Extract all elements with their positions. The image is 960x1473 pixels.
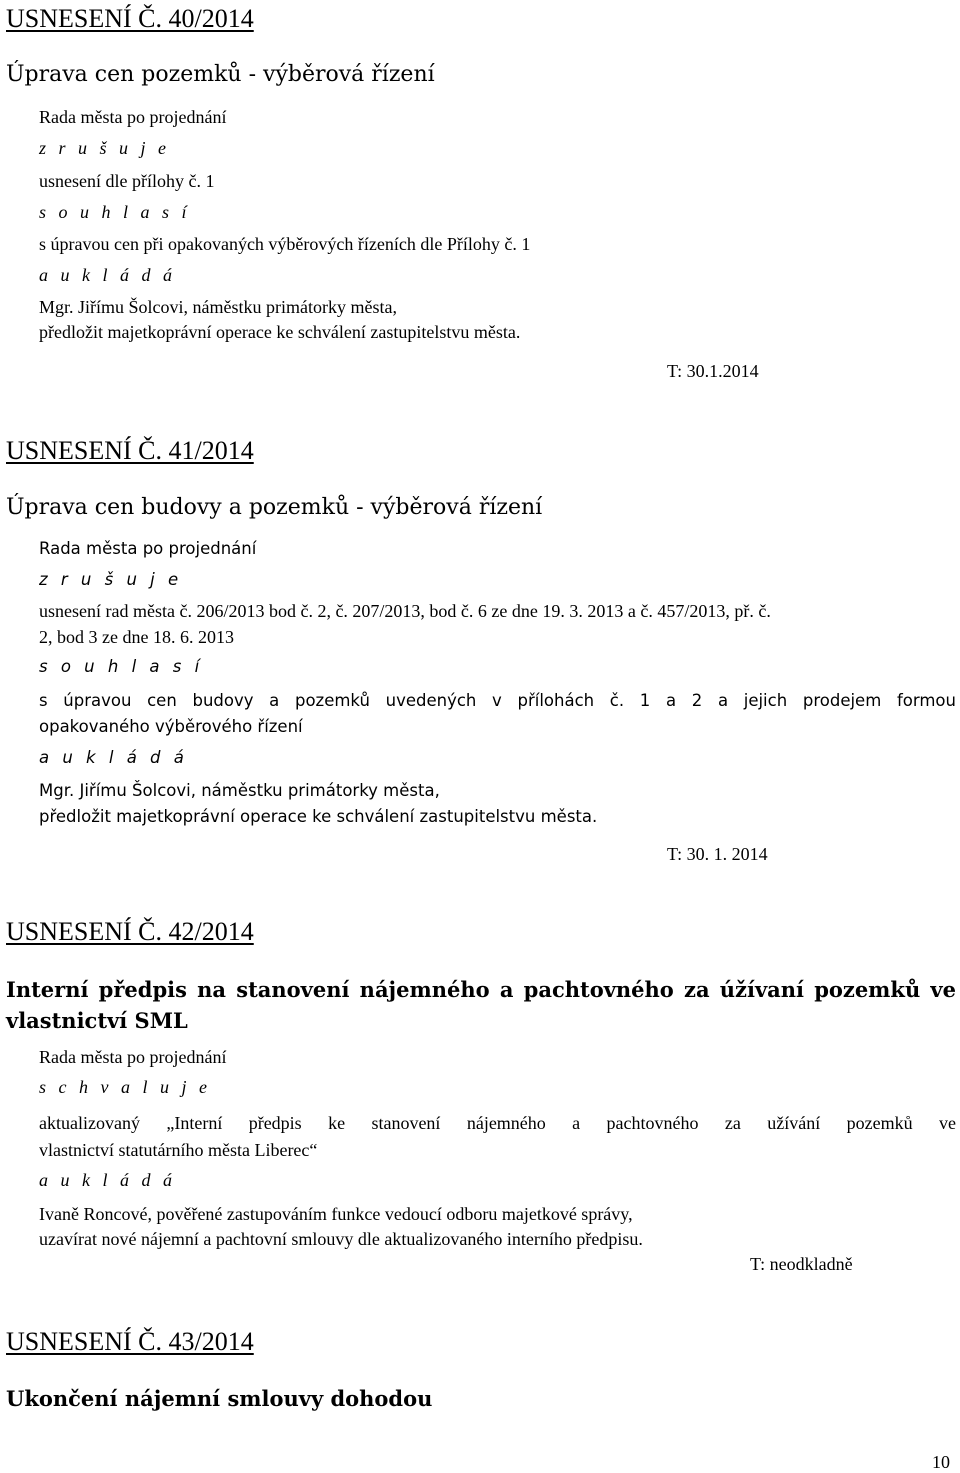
- resolution-40-text-3a: Mgr. Jiřímu Šolcovi, náměstku primátorky města,: [39, 297, 397, 317]
- resolution-41-title: Úprava cen budovy a pozemků - výběrová řízení: [6, 495, 543, 520]
- resolution-41-verb-instructs: a u k l á d á: [39, 748, 188, 767]
- resolution-43-heading: USNESENÍ Č. 43/2014: [6, 1327, 254, 1356]
- resolution-43-title: Ukončení nájemní smlouvy dohodou: [6, 1386, 433, 1411]
- resolution-42-text-2a: Ivaně Roncové, pověřené zastupováním funkce vedoucí odboru majetkové správy,: [39, 1204, 633, 1224]
- resolution-41-verb-agrees: s o u h l a s í: [39, 657, 204, 676]
- resolution-40-term: T: 30.1.2014: [667, 361, 759, 381]
- resolution-42-heading: USNESENÍ Č. 42/2014: [6, 917, 254, 946]
- resolution-41-heading: USNESENÍ Č. 41/2014: [6, 436, 254, 465]
- resolution-41-term: T: 30. 1. 2014: [667, 844, 768, 864]
- resolution-41-verb-cancels: z r u š u j e: [39, 570, 183, 589]
- resolution-42-term: T: neodkladně: [750, 1254, 853, 1274]
- resolution-40-verb-cancels: z r u š u j e: [39, 138, 171, 158]
- resolution-40-text-1: usnesení dle přílohy č. 1: [39, 171, 215, 191]
- resolution-42-text-2b: uzavírat nové nájemní a pachtovní smlouvy dle aktualizovaného interního předpisu.: [39, 1229, 643, 1249]
- page-number: 10: [932, 1452, 950, 1472]
- resolution-40-heading: USNESENÍ Č. 40/2014: [6, 4, 254, 33]
- resolution-40-verb-instructs: a u k l á d á: [39, 265, 176, 285]
- resolution-42-text-1a: aktualizovaný „Interní předpis ke stanovení nájemného a pachtovného za užívání pozemků ve: [39, 1113, 956, 1133]
- resolution-40-council: Rada města po projednání: [39, 107, 227, 127]
- resolution-42-verb-instructs: a u k l á d á: [39, 1170, 176, 1190]
- resolution-41-text-3b: předložit majetkoprávní operace ke schválení zastupitelstvu města.: [39, 807, 598, 826]
- resolution-42-title-line-1: Interní předpis na stanovení nájemného a pachtovného za úžívaní pozemků ve: [6, 977, 956, 1002]
- resolution-42-verb-approves: s c h v a l u j e: [39, 1077, 211, 1097]
- resolution-41-council: Rada města po projednání: [39, 539, 257, 558]
- resolution-41-text-2a: s úpravou cen budovy a pozemků uvedených v přílohách č. 1 a 2 a jejich prodejem formou: [39, 691, 956, 710]
- resolution-42-council: Rada města po projednání: [39, 1047, 227, 1067]
- resolution-40-verb-agrees: s o u h l a s í: [39, 202, 191, 222]
- resolution-41-text-3a: Mgr. Jiřímu Šolcovi, náměstku primátorky města,: [39, 781, 440, 800]
- resolution-41-text-1a: usnesení rad města č. 206/2013 bod č. 2, č. 207/2013, bod č. 6 ze dne 19. 3. 2013 a č. 457/2013, př. č.: [39, 601, 771, 621]
- resolution-40-text-2: s úpravou cen při opakovaných výběrových řízeních dle Přílohy č. 1: [39, 234, 531, 254]
- resolution-42-title-line-2: vlastnictví SML: [6, 1008, 188, 1033]
- resolution-41-text-2b: opakovaného výběrového řízení: [39, 717, 303, 736]
- resolution-42-text-1b: vlastnictví statutárního města Liberec“: [39, 1140, 318, 1160]
- resolution-40-text-3b: předložit majetkoprávní operace ke schválení zastupitelstvu města.: [39, 322, 521, 342]
- resolution-41-text-1b: 2, bod 3 ze dne 18. 6. 2013: [39, 627, 234, 647]
- resolution-40-title: Úprava cen pozemků - výběrová řízení: [6, 62, 435, 87]
